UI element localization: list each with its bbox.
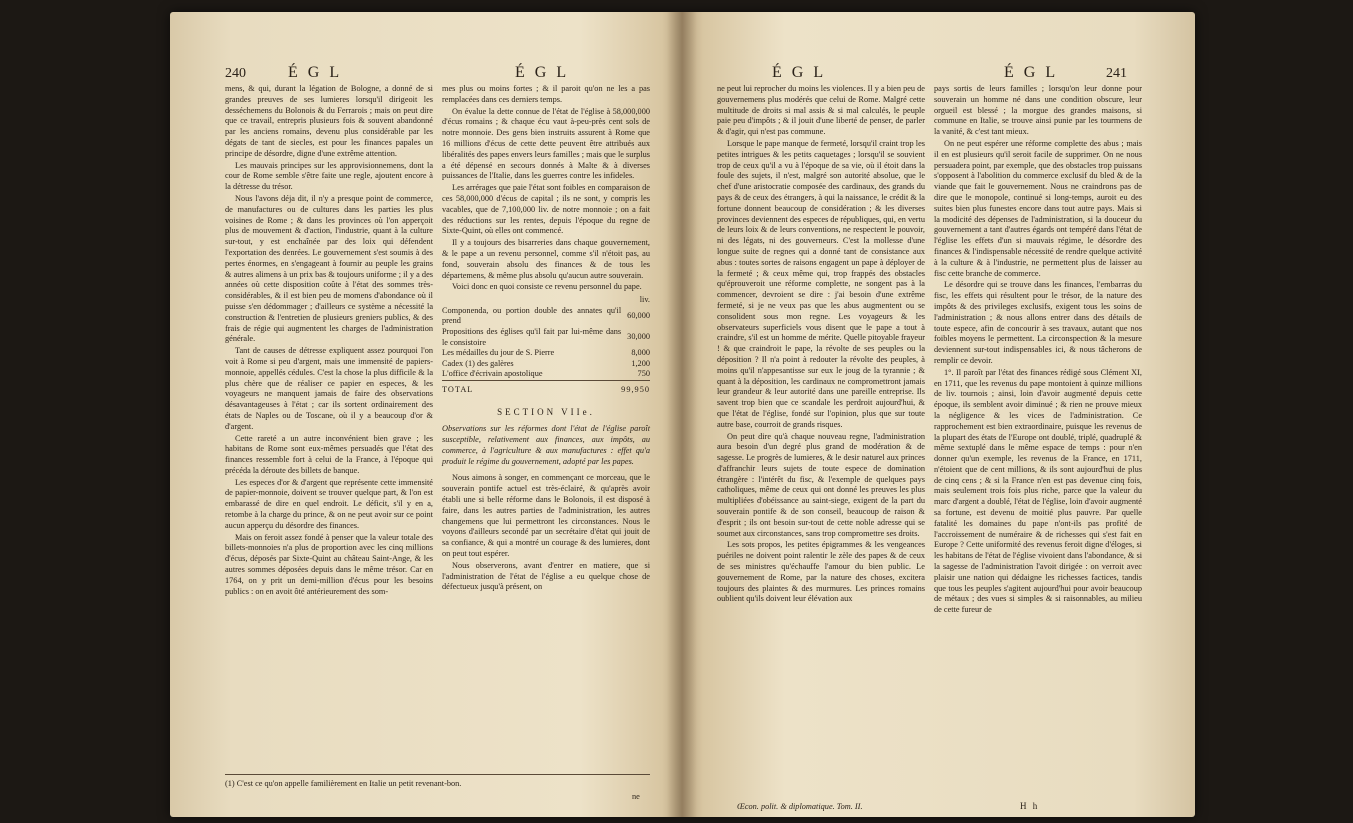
page-number-right: 241 <box>1106 66 1127 81</box>
ledger-row <box>442 306 650 327</box>
ledger-total-row <box>442 380 650 395</box>
paragraph: On évalue la dette connue de l'état de l'église à 58,000,000 d'écus romains ; & chaque écu vaut à-peu-près cent sols de notre monnoie. Des gens bien instruits assurent à Rome que 16 millions d'écus de cette dette peuvent être attribués aux libéralités des papes envers leurs familles ; mais que le surplus a été dépensé en secours donnés à Malte & à diverses puissances de l'Italie, dans les guerres contre les infideles. <box>442 106 650 181</box>
paragraph: Il y a toujours des bisarreries dans chaque gouvernement, & le pape a un revenu personnel, comme s'il n'étoit pas, au fond, souverain absolu des finances & de tous les départemens, & même plus absolu qu'aucun autre souverain. <box>442 238 650 280</box>
signature-mark: H h <box>1020 801 1040 811</box>
ledger-label: Cadex (1) des galères <box>442 358 514 368</box>
running-head-right-col1: É G L <box>772 64 827 81</box>
paragraph: Lorsque le pape manque de fermeté, lorsqu'il craint trop les petites intrigues & les petits caquetages ; lorsqu'il se souvient trop de ceux qu'il a vu à l'époque de sa vie, où il étoit dans la foule des sujets, il n'est, malgré son autorité absolue, que le chef d'une aristocratie composée des cardinaux, des grands du pays & de ceux des étrangers, à qui la naissance, le crédit & la fortune donnent beaucoup de considération ; & les diverses provinces deviennent des especes de républiques, qui, en vertu de leurs loix & de leurs conventions, ne respectent le pouvoir, ni des légats, ni des gouverneurs. C'est la mollesse d'une longue suite de regnes qui a donné tant de consistance aux abus : toutes sortes de raisons engagent un pape à déployer de la fermeté ; & ceux même qui, trop frappés des obstacles qu'éprouveroit une réforme complette, ne songent pas à la commencer, devroient se dire : j'ai besoin d'une extrême fermeté, si je ne veux pas que les abus augmentent ou se consolident sous mon regne. Les voyageurs & les observateurs superficiels vous disent que le pape a tout à craindre, s'il est un homme de mérite. Quelle pitoyable frayeur ! & que craindroit le pape, la révolte de ses peuples ou la déposition ? Il n'a point à redouter la révolte des peuples, à moins qu'il n'appesantisse sur eux le joug de la tyrannie ; & quant à la déposition, les cardinaux ne compromettront jamais leur grandeur & leur autorité dans une pareille entreprise. Ils savent trop bien que ce scandale les perdroit aujourd'hui, & que l'état de l'église, fondé sur l'opinion, plus que sur toute autre base, courroit de grands risques. <box>717 138 925 429</box>
ledger-row <box>442 369 650 380</box>
paragraph: On peut dire qu'à chaque nouveau regne, l'administration aura besoin d'un degré plus grand de modération & de sagesse. Le progrès de lumieres, & le desir naturel aux princes d'affranchir leurs sujets de toute espece de domination étrangère : l'intérêt du fisc, & l'exemple de quelques pays catholiques, même de ceux qui ont donné les preuves les plus multipliées d'obéissance au saint-siege, exigent de la part du souverain pontife & de son conseil, beaucoup de raison & d'esprit ; ils ont besoin sur-tout de cette noble adresse qui se soumet aux circonstances, sans trop compromettre ses droits. <box>717 431 925 538</box>
paragraph: Tant de causes de détresse expliquent assez pourquoi l'on voit à Rome si peu d'argent, mais une immensité de papiers-monnoie, appellés cédules. C'est la chose la plus difficile & la plus chère que de réaliser ce papier en especes, & les voyageurs ne manquent jamais de faire des observations désavantageuses à l'état ; car ils sortent ordinairement des états de Naples ou de Toscane, où il y a beaucoup d'or & d'argent. <box>225 346 433 431</box>
ledger-value: 1,200 <box>631 358 650 368</box>
paragraph: ne peut lui reprocher du moins les violences. Il y a bien peu de gouvernemens plus modérés que celui de Rome. Malgré cette multitude de droits si mal assis & si mal calculés, le peuple paie peu d'impôts ; & il jouit d'une liberté de penser, de parler & d'agir, qui n'est pas commune. <box>717 84 925 137</box>
ledger-label: Les médailles du jour de S. Pierre <box>442 348 555 358</box>
paragraph: Les arrérages que paie l'état sont foibles en comparaison de ces 58,000,000 d'écus de capital ; ils ne sont, y compris les vacables, que de 7,100,000 liv. de notre monnoie ; on a fait des réductions sur les rentes, depuis l'époque du regne de Sixte-Quint, où elles ont commencé. <box>442 183 650 236</box>
right-page <box>682 12 1195 817</box>
paragraph: Cette rareté a un autre inconvénient bien grave ; les habitans de Rome sont eux-mêmes persuadés que l'état des finances ressemble fort à celui de la France, à l'époque qui précéda la déroute des billets de banque. <box>225 433 433 475</box>
paragraph: On ne peut espérer une réforme complette des abus ; mais il en est plusieurs qu'il seroit facile de supprimer. On ne nous persuadera point, par exemple, que des obstacles trop puissans s'opposent à l'abolition du commerce exclusif du bled & de la viande que fait le gouvernement. Nous ne craindrons pas de dire que le monopole, continué si long-temps, auroit eu des suites bien plus funestes encore dans tout autre pays. Mais si la modicité des dépenses de l'administration, si la douceur du gouvernement a tant d'autres égards ont tempéré dans l'état de l'église les effets d'un si mauvais régime, le désordre des finances & l'indispensable nécessité de rendre quelque activité à la culture & à l'industrie, ne permettent plus de laisser au fisc cette branche de commerce. <box>934 138 1142 278</box>
ledger-row <box>442 348 650 359</box>
paragraph: Voici donc en quoi consiste ce revenu personnel du pape. <box>452 282 642 292</box>
paragraph: Mais on feroit assez fondé à penser que la valeur totale des billets-monnoies n'a plus de proportion avec les cinq millions d'écus, déposés par Sixte-Quint au château Saint-Ange, & les autres sommes déposées depuis dans le même trésor. Car en 1764, on y prit un demi-million d'écus pour les besoins publics : on en avoit ôté antérieurement des som- <box>225 532 433 596</box>
paragraph: pays sortis de leurs familles ; lorsqu'on leur donne pour souverain un homme né dans une condition obscure, leur orgueil est blessé ; la morgue des grandes maisons, si commune en Italie, se trouve ainsi punie par les tourmens de la vanité, & c'est tant mieux. <box>934 84 1142 137</box>
signature-line: Œcon. polit. & diplomatique. Tom. II. <box>737 802 863 811</box>
revenue-ledger <box>442 295 650 395</box>
paragraph: 1°. Il paroît par l'état des finances rédigé sous Clément XI, en 1711, que les revenus du pape montoient à quinze millions de liv. tournois ; ainsi, loin d'avoir augmenté depuis cette époque, ils semblent avoir diminué ; & rien ne prouve mieux la négligence & les vices de l'administration. Ce rapprochement est bien extraordinaire, puisque les revenus de la plupart des états de l'Europe ont doublé, triplé, quadruplé & même sextuplé dans le même espace de temps : pour n'en donner qu'un exemple, les revenus de la France, en 1711, n'étoient que de cent millions, & ils sont aujourd'hui de plus de cinq cens ; & si la France n'en est pas devenue cinq fois, mais seulement trois fois plus riche, parce que la valeur du marc d'argent a doublé, l'état de l'église, loin d'avoir augmenté sa fortune, est devenu de moitié plus pauvre. Par quelle fatalité les domaines du pape n'ont-ils pas profité de l'accroissement de numéraire & de richesses qui s'est fait en Europe ? Cette uniformité des revenus feroit digne d'éloges, si les habitans de l'état de l'église vivoient dans l'abondance, & si la sagesse de l'administration l'avoit dirigée : on verroit avec plaisir une nation qui dédaigne les richesses factices, tandis que tous les peuples s'agitent aujourd'hui pour avoir beaucoup de métaux ; des vues si simples & si raisonnables, au milieu de cette fureur de <box>934 367 1142 615</box>
right-column-2 <box>934 84 1142 617</box>
right-column-1 <box>717 84 925 606</box>
ledger-row <box>442 327 650 348</box>
left-page <box>170 12 682 817</box>
footnote-rule <box>225 774 650 775</box>
ledger-total-value: 99,950 <box>621 380 650 395</box>
paragraph: Nous aimons à songer, en commençant ce morceau, que le souverain pontife actuel est très-éclairé, & qu'après avoir établi une si belle réforme dans le Bolonois, il est disposé à faire, dans les autres parties de l'administration, les autres changemens que lui permettront les circonstances. Nous le voyons d'ailleurs secondé par un secrétaire d'état qui jouit de sa confiance, & qui a montré un courage & des lumieres, dont on peut tout espérer. <box>442 473 650 559</box>
ledger-value: 8,000 <box>631 348 650 358</box>
paragraph: mens, & qui, durant la légation de Bologne, a donné de si grandes preuves de ses lumieres lorsqu'il dirigeoit les desséchemens du Bolonois & du Ferrarois ; mais on peut dire que ce travail, entrepris plusieurs fois & souvent abandonné par les anciens romains, devenu plus considérable par les dégats de tant de siecles, est pour les finances papales un principe de désordre, digne d'une extrême attention. <box>225 84 433 158</box>
ledger-value: 30,000 <box>627 332 650 342</box>
left-column-2 <box>442 84 650 594</box>
paragraph: Les especes d'or & d'argent que représente cette immensité de papier-monnoie, doivent se trouver quelque part, & l'on est embarassé de dire en quel endroit. Le déficit, s'il y en a, retombe à la charge du prince, & on ne peut avoir sur ce point aucun apperçu du désordre des finances. <box>225 477 433 530</box>
ledger-label: Componenda, ou portion double des annates qu'il prend <box>442 305 622 326</box>
ledger-value: 60,000 <box>627 311 650 321</box>
open-book <box>170 12 1195 817</box>
ledger-label: Propositions des églises qu'il fait par lui-même dans le consistoire <box>442 326 622 347</box>
footnote: (1) C'est ce qu'on appelle familièrement en Italie un petit revenant-bon. <box>225 779 462 788</box>
section-summary: Observations sur les réformes dont l'état de l'église paroît susceptible, relativement aux finances, aux impôts, au commerce, à l'agriculture & aux manufactures : effet qu'a produit le régime du gouvernement, adopté par les papes. <box>442 424 650 466</box>
left-column-1 <box>225 84 433 598</box>
ledger-label: L'office d'écrivain apostolique <box>442 369 543 379</box>
ledger-value: 750 <box>637 369 650 379</box>
paragraph: Le désordre qui se trouve dans les finances, l'embarras du fisc, les effets qui résultent pour le trésor, de la nature des impôts & des privileges exclusifs, exigent tous les soins de l'administration ; & nous allons entrer dans des détails de toute espece, afin de concourir à ses travaux, autant que nos foibles moyens le permettent. La circonspection & la mesure deviennent sur-tout indispensables ici, & nous tâcherons de remplir ce devoir. <box>934 280 1142 365</box>
running-head-right-col2: É G L <box>1004 64 1059 81</box>
ledger-total-label: TOTAL <box>442 380 621 395</box>
ledger-unit: liv. <box>639 295 650 305</box>
running-head-left-col1: É G L <box>288 64 343 81</box>
page-number-left: 240 <box>225 66 246 81</box>
paragraph: Nous l'avons déja dit, il n'y a presque point de commerce, de manufactures ou de cultures dans les parties les plus voisines de Rome ; & dans les provinces où l'on apperçoit plus de mouvement & d'action, l'industrie, quant à la culture sur-tout, y est enchaînée par des loix qui défendent l'exportation des denrées. Le gouvernement s'est soumis à des pertes énormes, en s'engageant à fournir au peuple les grains & autres alimens à un prix bas & toujours uniforme ; il y a des années où cette disposition coûte à l'état des sommes très-considérables, & il est bien peu de momens d'abondance où il puisse s'en dédommager ; d'ailleurs ce système a nécessité la construction & l'entretien de plusieurs greniers publics, & des frais de régie qui augmentent les charges de l'administration générale. <box>225 193 433 344</box>
paragraph: Nous observerons, avant d'entrer en matiere, que si l'administration de l'état de l'église a eu quelque chose de défectueux jusqu'à présent, on <box>442 560 650 592</box>
paragraph: mes plus ou moins fortes ; & il paroit qu'on ne les a pas remplacées dans ces derniers temps. <box>442 84 650 104</box>
paragraph: Les sots propos, les petites épigrammes & les vengeances puériles ne doivent point ralentir le zèle des papes & de ceux de ses ministres qu'échauffe l'amour du bien public. Le gouvernement de Rome, par la nature des choses, excitera toujours des plaintes & des murmures. Les princes romains oublient qu'ils doivent leur élévation aux <box>717 540 925 604</box>
running-head-left-col2: É G L <box>515 64 570 81</box>
ledger-row <box>442 359 650 370</box>
paragraph: Les mauvais principes sur les approvisionnemens, dont la cour de Rome semble s'être faite une regle, ajoutent encore à la détresse du trésor. <box>225 160 433 192</box>
section-title: SECTION VIIe. <box>497 407 595 418</box>
catchword: ne <box>632 792 640 801</box>
